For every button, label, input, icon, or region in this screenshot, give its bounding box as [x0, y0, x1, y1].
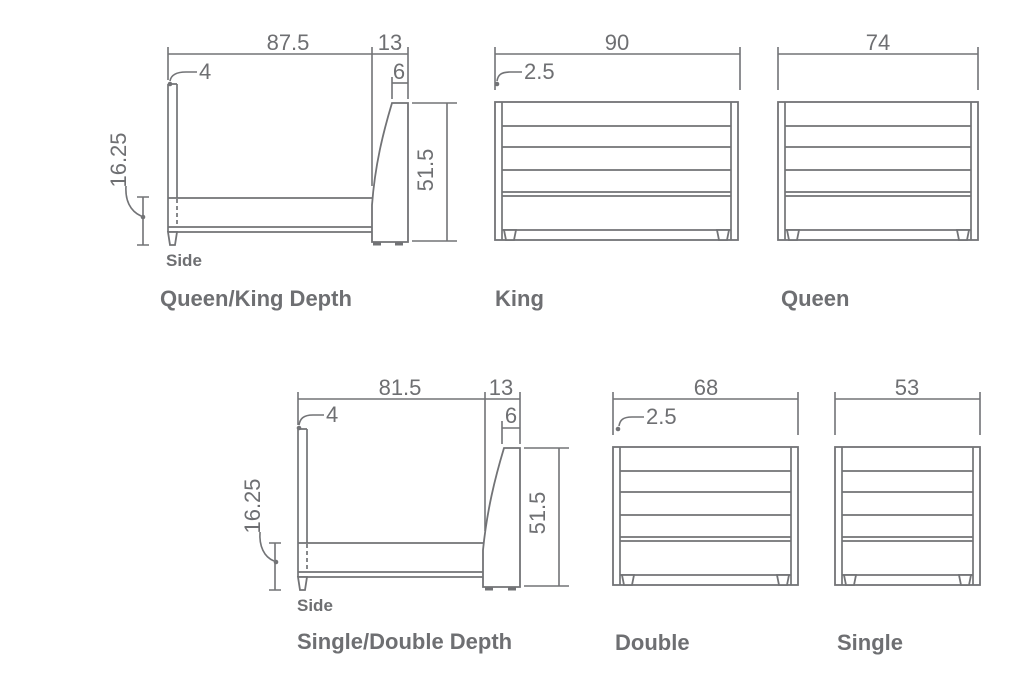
dimension-line [137, 197, 149, 245]
headboard-front-outline [778, 102, 978, 240]
headboard-foot [622, 575, 634, 585]
diagram-title: Queen [781, 286, 850, 311]
rail-outline [298, 543, 500, 577]
dimension-lines [613, 375, 798, 435]
dim-rail-height-label: 16.25 [240, 478, 265, 534]
view-label: Side [297, 596, 333, 615]
diagram-title: Single/Double Depth [297, 629, 513, 654]
dim-width-label: 53 [894, 375, 920, 400]
dimension-line [269, 543, 281, 590]
double-diagram [613, 375, 798, 655]
dim-post-width-label: 2.5 [524, 59, 555, 84]
footboard-leg-outline [168, 232, 177, 245]
rail-outline [168, 198, 388, 232]
headboard-foot [777, 575, 789, 585]
headboard-foot [959, 575, 971, 585]
headboard-foot [485, 587, 493, 591]
dim-headboard-depth-label: 13 [377, 30, 403, 55]
leader-line [260, 532, 274, 561]
dim-post-label: 4 [326, 402, 339, 427]
headboard-frame [613, 447, 798, 585]
diagram-title: King [495, 286, 544, 311]
dim-headboard-top-label: 6 [392, 59, 406, 84]
dim-width-label: 90 [604, 30, 630, 55]
single-double-depth-diagram [240, 375, 569, 654]
leader-dot [495, 82, 500, 87]
dim-post-label: 4 [199, 59, 212, 84]
single-diagram [835, 375, 980, 655]
leader-line [299, 415, 324, 425]
headboard-front-outline [495, 102, 738, 240]
headboard-foot [395, 242, 403, 246]
footboard-post-outline [298, 429, 307, 577]
leader-dot [616, 427, 621, 432]
headboard-front-outline [613, 447, 798, 585]
headboard-front-outline [835, 447, 980, 585]
leader-line [619, 417, 644, 426]
dim-length-label: 87.5 [266, 30, 310, 55]
leader-dot [141, 215, 146, 220]
queen-king-depth-diagram [106, 30, 457, 311]
footboard-post-outline [168, 84, 177, 232]
headboard-foot [957, 230, 969, 240]
leader-dot [274, 560, 279, 565]
headboard-foot [717, 230, 729, 240]
headboard-frame [835, 447, 980, 585]
leader-line [497, 72, 522, 81]
headboard-side-outline [483, 448, 520, 587]
headboard-foot [844, 575, 856, 585]
view-label: Side [166, 251, 202, 270]
dim-length-label: 81.5 [378, 375, 422, 400]
dimension-lines [495, 30, 740, 90]
dim-headboard-depth-label: 13 [488, 375, 514, 400]
dim-rail-height-label: 16.25 [106, 132, 131, 188]
headboard-side-outline [372, 103, 408, 242]
king-diagram [495, 30, 740, 311]
diagram-title: Single [837, 630, 904, 655]
headboard-foot [787, 230, 799, 240]
dimension-lines [835, 375, 980, 435]
dim-width-label: 68 [693, 375, 719, 400]
leader-line [126, 186, 141, 216]
headboard-foot [504, 230, 516, 240]
headboard-foot [508, 587, 516, 591]
leader-line [170, 72, 197, 81]
dim-post-width-label: 2.5 [646, 404, 677, 429]
dim-headboard-top-label: 6 [504, 403, 518, 428]
queen-diagram [778, 30, 978, 311]
headboard-foot [373, 242, 381, 246]
dim-headboard-height-label: 51.5 [525, 491, 550, 535]
headboard-frame [495, 102, 738, 240]
headboard-frame [778, 102, 978, 240]
bed-side-outline [298, 429, 520, 591]
diagram-title: Queen/King Depth [160, 286, 352, 311]
diagram-title: Double [615, 630, 690, 655]
dim-headboard-height-label: 51.5 [413, 148, 438, 192]
footboard-leg-outline [298, 577, 307, 590]
dimension-lines [778, 30, 978, 90]
dim-width-label: 74 [865, 30, 891, 55]
